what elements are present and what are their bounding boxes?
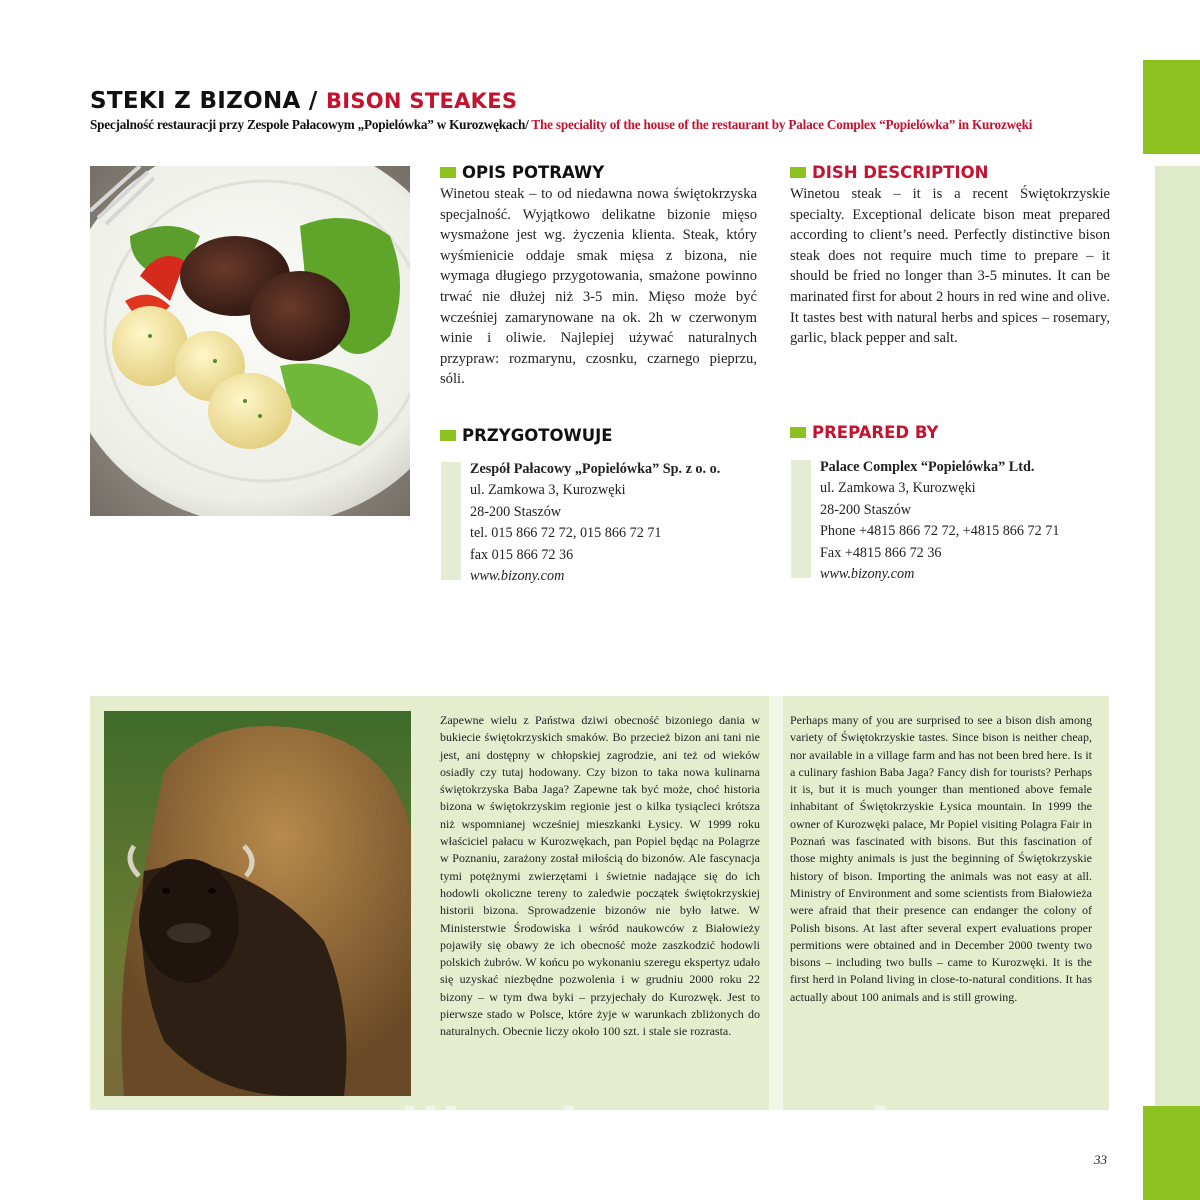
phone: tel. 015 866 72 72, 015 866 72 71	[470, 525, 662, 542]
address-bar	[441, 462, 461, 580]
dish-description-en: Winetou steak – it is a recent Świętokrzyskie specialty. Exceptional delicate bison meat prepared according to client’s need. Perfectly distinctive bison steak does not require much time to prepare – it should be fried no longer than 3-5 minutes. It can be marinated first for about 2 hours in red wine and olive. It tastes best with natural herbs and spices – rosemary, garlic, black pepper and salt.	[790, 186, 1110, 347]
heading-text: PRZYGOTOWUJE	[462, 426, 613, 445]
page-subtitle	[90, 117, 1032, 133]
company-name: Palace Complex “Popielówka” Ltd.	[820, 459, 1035, 475]
city: 28-200 Staszów	[820, 501, 912, 518]
website-link[interactable]: www.bizony.com	[820, 566, 915, 583]
fax: fax 015 866 72 36	[470, 546, 574, 563]
dish-description-pl: Winetou steak – to od niedawna nowa świętokrzyska specjalność. Wyjątkowo delikatne bizonie mięso wysmażone jest wg. życzenia klienta. Steak, który wyśmienicie oddaje smak mięsa z bizona, nie wymaga długiego przygotowania, smażone powinno trwać nie dłużej niż 3-5 min. Mięso może być wcześniej zamarynowane na ok. 2h w czerwonym winie i oliwie. Najlepiej używać naturalnych przypraw: rozmarynu, czosnku, czarnego pieprzu, sóli.	[440, 186, 757, 388]
edge-tab-top	[1143, 60, 1200, 154]
page-title	[90, 88, 517, 114]
phone: Phone +4815 866 72 72, +4815 866 72 71	[820, 523, 1060, 540]
dish-description-heading-en	[790, 163, 988, 182]
edge-tab-strip	[1155, 166, 1200, 1200]
heading-marker	[790, 427, 806, 438]
heading-text: DISH DESCRIPTION	[812, 163, 989, 182]
title-en: BISON STEAKES	[325, 89, 518, 113]
address-block-en	[820, 457, 1110, 585]
company-name: Zespół Pałacowy „Popielówka” Sp. z o. o.	[470, 461, 721, 477]
dish-photo	[90, 166, 410, 516]
story-text-en: Perhaps many of you are surprised to see a bison dish among variety of Świętokrzyskie tastes. Since bison is neither cheap, nor available in a village farm and has not been bred here. Is it a culinary fashion Baba Jaga? Fancy dish for tourists? Perhaps it is, but it is much younger than mentioned above female inhabitant of Świętokrzyskie Łysica mountain. In 1999 the owner of Kurozwęki palace, Mr Popiel visiting Polagra Fair in Poznań was fascinated with bisons. But this fascination of those mighty animals is just the beginning of Świętokrzyskie history of bison. Importing the animals was not easy at all. Ministry of Environment and some scientists from Białowieża were afraid that their presence can endanger the colony of Polish bisons. At last after several expert evaluations proper permitions were obtained and in December 2000 twenty two bisons – including two bulls – came to Kurozwęki. It is the first herd in Poland living in close-to-natural conditions. It has actually about 100 animals and is still growing.	[790, 713, 1092, 1004]
website-link[interactable]: www.bizony.com	[470, 568, 565, 585]
fax: Fax +4815 866 72 36	[820, 544, 942, 561]
street: ul. Zamkowa 3, Kurozwęki	[820, 480, 976, 497]
address-bar	[791, 460, 811, 578]
heading-text: OPIS POTRAWY	[462, 163, 605, 182]
heading-marker	[440, 430, 456, 441]
dish-description-heading-pl	[440, 163, 604, 182]
bison-photo	[104, 711, 411, 1096]
subtitle-pl: Specjalność restauracji przy Zespole Pałacowym „Popielówka” w Kurozwękach/	[90, 117, 529, 132]
prepared-by-heading-en	[790, 423, 938, 442]
prepared-by-heading-pl	[440, 426, 613, 445]
address-block-pl	[470, 459, 780, 587]
street: ul. Zamkowa 3, Kurozwęki	[470, 482, 626, 499]
heading-marker	[790, 167, 806, 178]
story-text-pl: Zapewne wielu z Państwa dziwi obecność bizoniego dania w bukiecie świętokrzyskich smaków. Bo przecież bizon ani tani nie jest, ani dostępny w chłopskiej zagrodzie, ani też od wieków osiadły czy tutaj hodowany. Czy bizon to taka nowa kulinarna świętokrzyska Baba Jaga? Zapewne tak być może, choć historia bizona w świętokrzyskim regionie jest o kilka tysiącleci krótsza niż wspomnianej wcześniej mieszkanki Łysicy. W 1999 roku właściciel pałacu w Kurozwękach, pan Popiel będąc na Polagrze w Poznaniu, zarażony został miłością do bizonów. Ale fascynacja tymi potężnymi zwierzętami i świetnie nadające się do ich hodowli okoliczne tereny to zaledwie początek świętokrzyskiej historii bizona. Sprowadzenie bizonów nie było łatwe. W Ministerstwie Środowiska i wśród naukowców z Białowieży pojawiły się obawy że ich obecność może zaszkodzić hodowli polskich żubrów. W końcu po wykonaniu szeregu ekspertyz udało się uzyskać niezbędne pozwolenia i w grudniu 2000 roku 22 bizony – w tym dwa byki – przyjechały do Kurozwęk. Jest to pierwsze stado w Polsce, które żyje w warunkach zbliżonych do naturalnych. Obecnie liczy około 100 szt. i stale sie rozrasta.	[440, 713, 760, 1039]
heading-marker	[440, 167, 456, 178]
heading-text: PREPARED BY	[812, 423, 939, 442]
title-pl: STEKI Z BIZONA	[90, 88, 301, 114]
edge-tab-bottom	[1143, 1106, 1200, 1200]
watermark: wedlinydomowe.pl	[290, 1097, 892, 1160]
city: 28-200 Staszów	[470, 503, 562, 520]
title-separator: /	[300, 88, 326, 114]
column-divider	[769, 696, 783, 1110]
page-number: 33	[1094, 1152, 1107, 1167]
subtitle-en: The speciality of the house of the restaurant by Palace Complex “Popielówka” in Kurozwęki	[528, 117, 1033, 132]
